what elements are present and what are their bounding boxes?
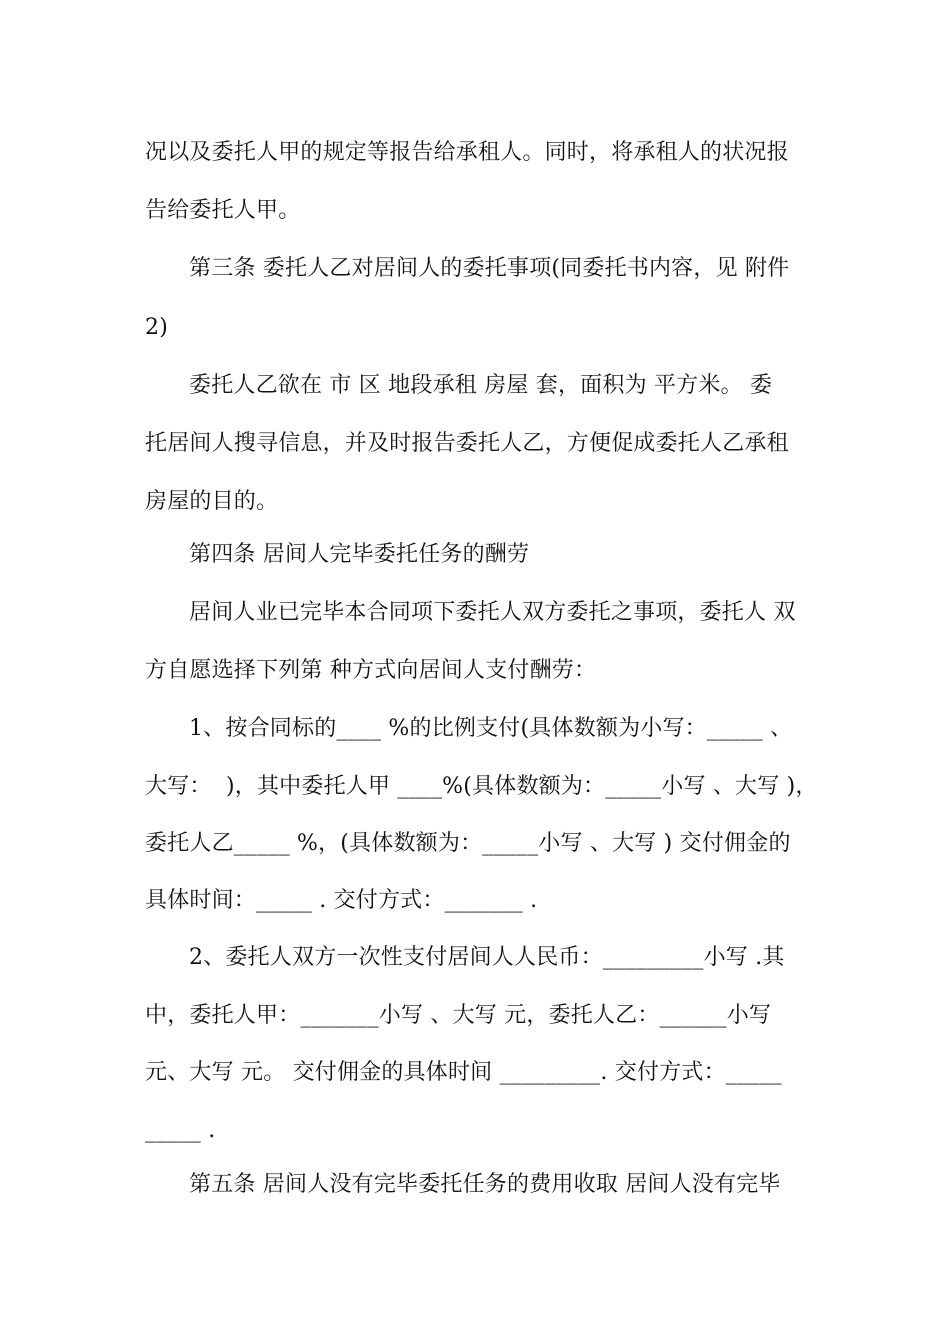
text-line: 大写： )，其中委托人甲 ____%(具体数额为：_____小写 、大写 )， xyxy=(145,774,818,799)
text-line: 具体时间：_____ . 交付方式：_______ . xyxy=(145,888,538,913)
text-line: 委托人乙欲在 市 区 地段承租 房屋 套，面积为 平方米。 委 xyxy=(189,373,773,398)
article-heading: 第五条 居间人没有完毕委托任务的费用收取 居间人没有完毕 xyxy=(189,1172,781,1197)
text-line: 房屋的目的。 xyxy=(145,489,279,514)
text-line: 居间人业已完毕本合同项下委托人双方委托之事项，委托人 双 xyxy=(189,600,796,625)
text-line: 方自愿选择下列第 种方式向居间人支付酬劳： xyxy=(145,658,597,683)
text-line: 2、委托人双方一次性支付居间人人民币：_________小写 .其 xyxy=(189,945,785,970)
text-line: 托居间人搜寻信息，并及时报告委托人乙，方便促成委托人乙承租 xyxy=(145,431,789,456)
text-line: 元、大写 元。 交付佣金的具体时间 _________. 交付方式：_____ xyxy=(145,1060,782,1085)
article-heading: 第四条 居间人完毕委托任务的酬劳 xyxy=(189,542,530,567)
text-line: 中，委托人甲：_______小写 、大写 元，委托人乙：______小写 xyxy=(145,1003,772,1028)
article-heading: 第三条 委托人乙对居间人的委托事项(同委托书内容，见 附件 xyxy=(189,256,790,281)
text-line: 况以及委托人甲的规定等报告给承租人。同时，将承租人的状况报 xyxy=(145,140,789,165)
text-line: _____ . xyxy=(145,1118,216,1143)
text-line: 1、按合同标的____ %的比例支付(具体数额为小写：_____ 、 xyxy=(189,716,793,741)
text-line: 2) xyxy=(145,315,168,340)
text-line: 告给委托人甲。 xyxy=(145,198,301,223)
text-line: 委托人乙_____ %，(具体数额为：_____小写 、大写 ) 交付佣金的 xyxy=(145,831,791,856)
